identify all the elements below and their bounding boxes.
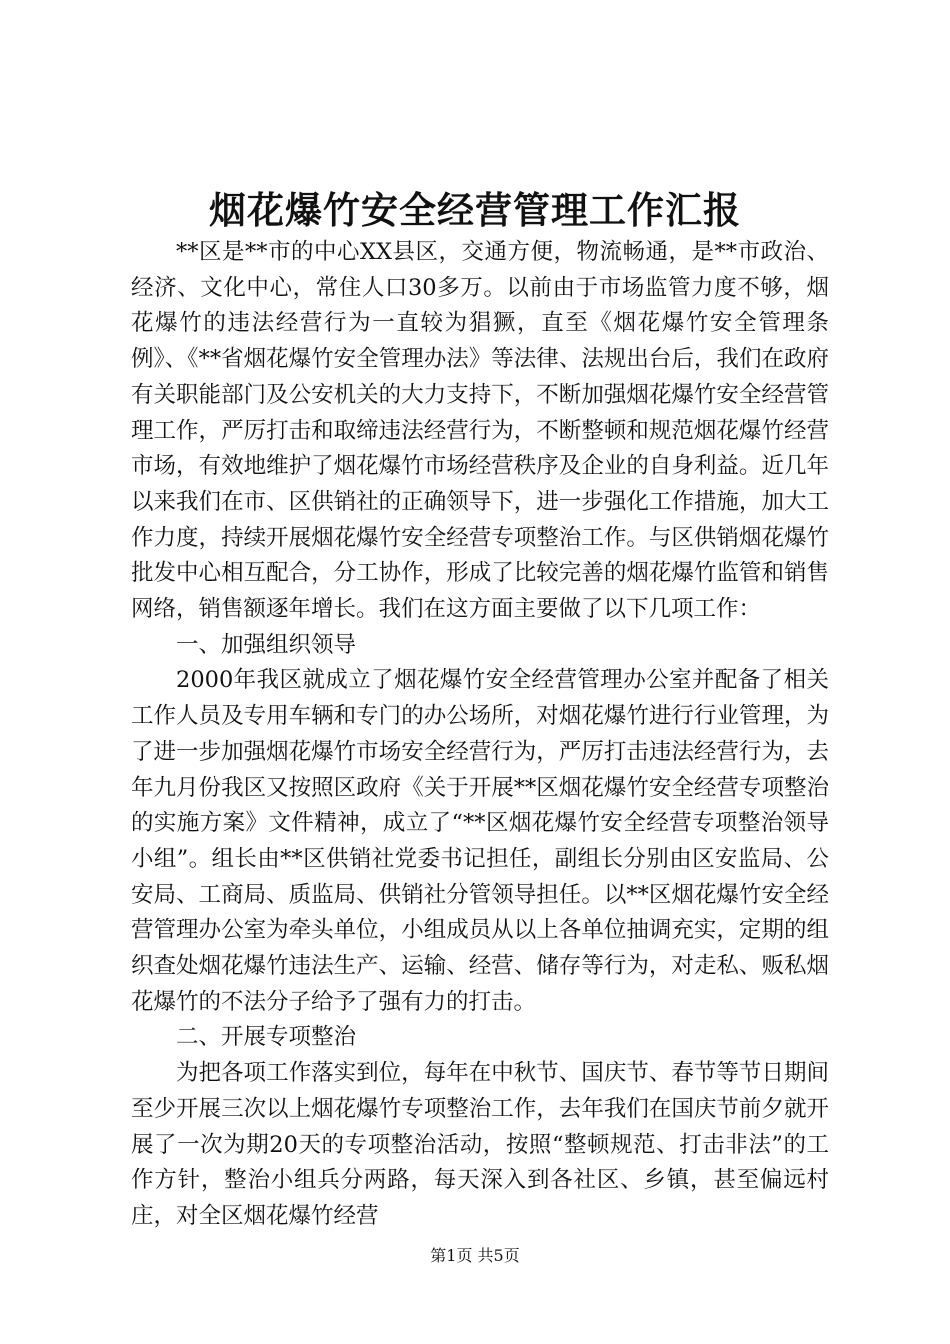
- document-body: [131, 235, 829, 1235]
- document-title: 烟花爆竹安全经营管理工作汇报: [209, 188, 741, 232]
- section-heading-2: 二、开展专项整治: [176, 1024, 357, 1051]
- section-heading-1: 一、加强组织领导: [176, 631, 357, 658]
- page-number-footer: 第1页 共5页: [430, 1246, 520, 1265]
- section-paragraph-1: 2000年我区就成立了烟花爆竹安全经营管理办公室并配备了相关工作人员及专用车辆和专门的办公场所，对烟花爆竹进行行业管理，为了进一步加强烟花爆竹市场安全经营行为，严厉打击违法经营行为，去年九月份我区又按照区政府《关于开展**区烟花爆竹安全经营专项整治的实施方案》文件精神，成立了“**区烟花爆竹安全经营专项整治领导小组”。组长由**区供销社党委书记担任，副组长分别由区安监局、公安局、工商局、质监局、供销社分管领导担任。以**区烟花爆竹安全经营管理办公室为牵头单位，小组成员从以上各单位抽调充实，定期的组织查处烟花爆竹违法生产、运输、经营、储存等行为，对走私、贩私烟花爆竹的不法分子给予了强有力的打击。: [131, 667, 829, 1015]
- intro-paragraph: **区是**市的中心XX县区，交通方便，物流畅通，是**市政治、经济、文化中心，常住人口30多万。以前由于市场监管力度不够，烟花爆竹的违法经营行为一直较为猖獗，直至《烟花爆竹安全管理条例》、《**省烟花爆竹安全管理办法》等法律、法规出台后，我们在政府有关职能部门及公安机关的大力支持下，不断加强烟花爆竹安全经营管理工作，严厉打击和取缔违法经营行为，不断整顿和规范烟花爆竹经营市场，有效地维护了烟花爆竹市场经营秩序及企业的自身利益。近几年以来我们在市、区供销社的正确领导下，进一步强化工作措施，加大工作力度，持续开展烟花爆竹安全经营专项整治工作。与区供销烟花爆竹批发中心相互配合，分工协作，形成了比较完善的烟花爆竹监管和销售网络，销售额逐年增长。我们在这方面主要做了以下几项工作：: [131, 239, 829, 623]
- section-paragraph-2: 为把各项工作落实到位，每年在中秋节、国庆节、春节等节日期间至少开展三次以上烟花爆竹专项整治工作，去年我们在国庆节前夕就开展了一次为期20天的专项整治活动，按照“整顿规范、打击非法”的工作方针，整治小组兵分两路，每天深入到各社区、乡镇，甚至偏远村庄，对全区烟花爆竹经营: [131, 1060, 829, 1229]
